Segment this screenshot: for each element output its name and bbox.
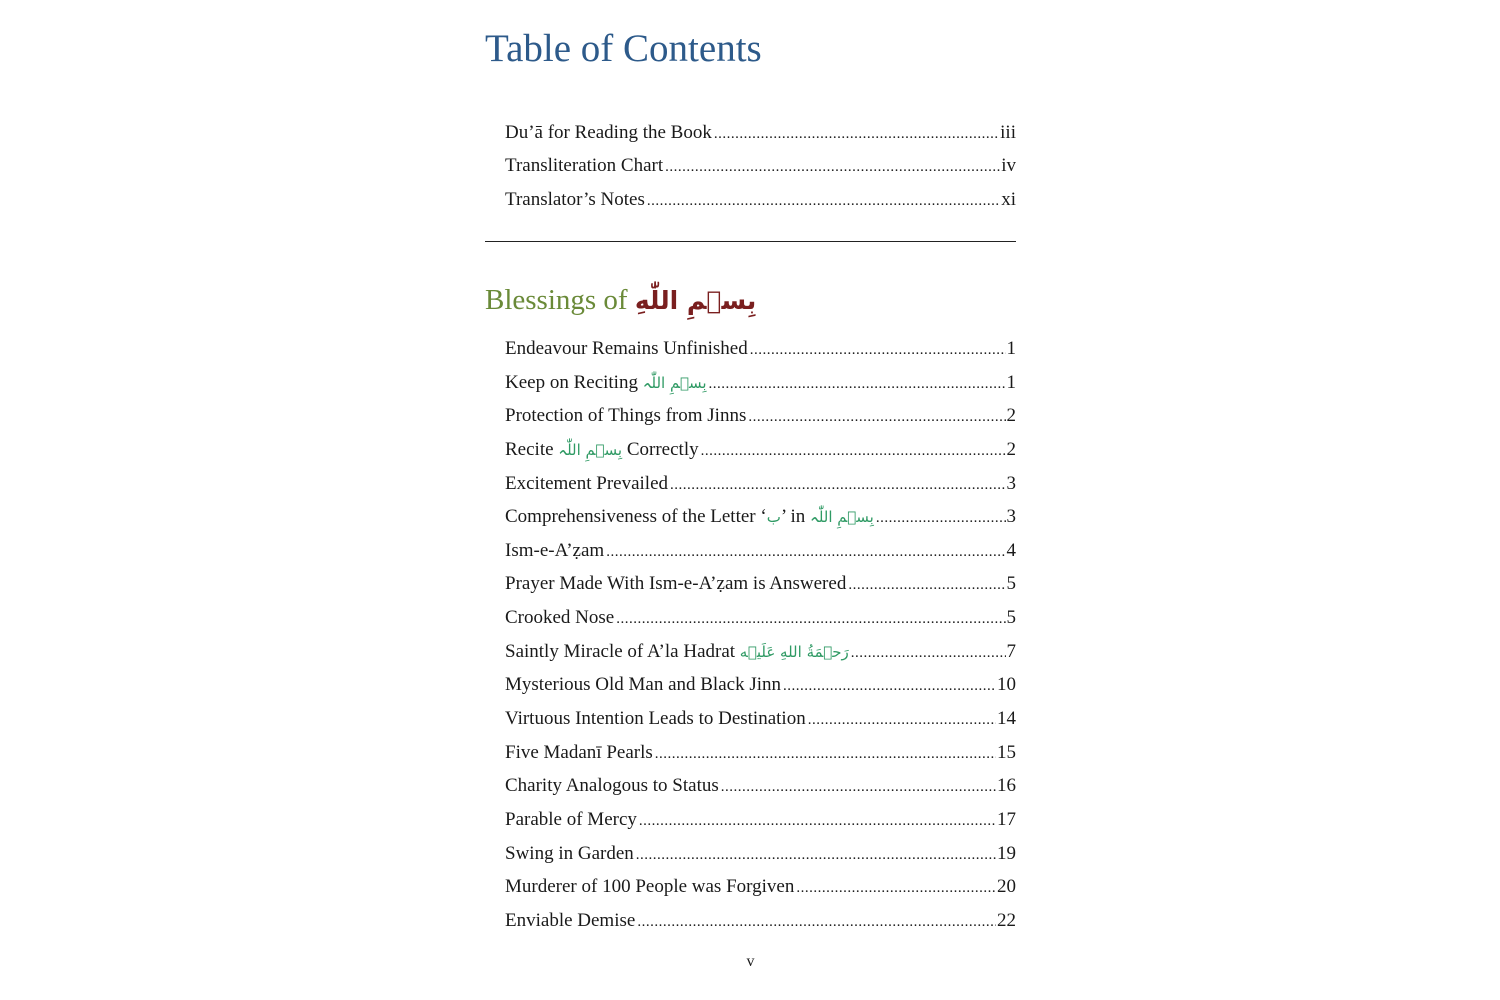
arabic-inline-text: رَحۡمَةُ اللهِ عَلَيۡه [739, 642, 849, 661]
dot-leader [636, 839, 996, 871]
arabic-inline-text: بِسۡمِ اللّٰہ [642, 373, 707, 392]
front-matter-list [505, 116, 1016, 216]
entry-page-number: 15 [997, 741, 1016, 763]
dot-leader [639, 805, 996, 837]
entry-label: Enviable Demise [505, 909, 636, 931]
entry-label: Du’ā for Reading the Book [505, 122, 712, 143]
entry-label: Protection of Things from Jinns [505, 405, 747, 427]
entry-label: Swing in Garden [505, 842, 634, 864]
toc-entry[interactable] [505, 702, 1016, 736]
dot-leader [655, 738, 996, 770]
entry-label: Excitement Prevailed [505, 472, 669, 494]
entry-page-number: 16 [997, 775, 1016, 797]
entry-label-text: Saintly Miracle of A’la Hadrat [505, 640, 736, 662]
entry-page-number: xi [1001, 188, 1016, 210]
dot-leader [606, 536, 1005, 568]
dot-leader [670, 469, 1005, 501]
entry-label: Ism-e-A’ẓam [505, 539, 605, 561]
dot-leader [808, 704, 996, 736]
toc-entry[interactable] [505, 904, 1016, 938]
entry-label: Murderer of 100 People was Forgiven [505, 876, 795, 898]
entry-label-text: ’ in [780, 506, 806, 528]
entry-page-number: iii [1000, 122, 1016, 143]
entry-label: Crooked Nose [505, 607, 615, 629]
dot-leader [848, 569, 1005, 601]
toc-entry[interactable] [505, 116, 1016, 149]
entry-label: Mysterious Old Man and Black Jinn [505, 674, 782, 696]
arabic-inline-text: بِسۡمِ اللّٰہ [810, 508, 874, 527]
entry-label-text: Correctly [626, 438, 699, 460]
toc-entry[interactable] [505, 149, 1016, 182]
arabic-letter: ب [766, 508, 781, 527]
toc-entry[interactable] [505, 736, 1016, 770]
toc-entry[interactable] [505, 635, 1016, 669]
entry-page-number: 14 [997, 708, 1016, 730]
toc-entry[interactable] [505, 399, 1016, 433]
entry-label [505, 635, 849, 669]
dot-leader [701, 435, 1006, 467]
toc-entry[interactable] [505, 332, 1016, 366]
entry-label: Endeavour Remains Unfinished [505, 338, 748, 359]
entry-label: Parable of Mercy [505, 808, 637, 830]
chapter-title-text: Blessings of [485, 284, 628, 316]
toc-entry[interactable] [505, 467, 1016, 501]
dot-leader [783, 670, 996, 702]
entry-page-number: 4 [1006, 539, 1016, 561]
entry-page-number: 3 [1006, 506, 1016, 528]
dot-leader [709, 368, 1006, 400]
chapter-title [485, 278, 756, 323]
toc-page [485, 0, 1016, 1000]
entry-label: Five Madanī Pearls [505, 741, 653, 763]
toc-entry[interactable] [505, 500, 1016, 534]
bismillah-calligraphy: بِسۡمِ اللّٰهِ [634, 286, 757, 315]
entry-label: Prayer Made With Ism-e-A’ẓam is Answered [505, 573, 847, 595]
entry-label [505, 366, 707, 400]
entry-page-number: 22 [997, 909, 1016, 931]
entry-page-number: 5 [1006, 607, 1016, 629]
toc-entry[interactable] [505, 433, 1016, 467]
dot-leader [616, 603, 1005, 635]
toc-entry[interactable] [505, 837, 1016, 871]
dot-leader [851, 637, 1006, 669]
page-title: Table of Contents [485, 27, 762, 70]
dot-leader [637, 906, 996, 938]
entry-page-number: 2 [1006, 438, 1016, 460]
entry-label-text: Recite [505, 438, 554, 460]
page-number-footer: v [746, 953, 755, 970]
arabic-inline-text: بِسۡمِ اللّٰہ [558, 440, 623, 459]
entry-label: Transliteration Chart [505, 155, 664, 177]
entry-page-number: 17 [997, 808, 1016, 830]
dot-leader [714, 118, 999, 149]
toc-entry[interactable] [505, 870, 1016, 904]
dot-leader [876, 502, 1006, 534]
entry-label [505, 433, 699, 467]
entry-label [505, 500, 874, 534]
section-divider [485, 241, 1016, 242]
entry-page-number: 1 [1006, 371, 1016, 393]
entry-page-number: 20 [997, 876, 1016, 898]
entry-label: Charity Analogous to Status [505, 775, 719, 797]
toc-entry[interactable] [505, 366, 1016, 400]
entry-label: Virtuous Intention Leads to Destination [505, 708, 806, 730]
toc-entry[interactable] [505, 183, 1016, 216]
entry-label: Translator’s Notes [505, 188, 645, 210]
entry-page-number: 5 [1006, 573, 1016, 595]
toc-entry[interactable] [505, 803, 1016, 837]
entry-page-number: 7 [1006, 640, 1016, 662]
entry-label-text: Keep on Reciting [505, 371, 638, 393]
entry-page-number: 2 [1006, 405, 1016, 427]
dot-leader [750, 334, 1006, 366]
entry-page-number: 3 [1006, 472, 1016, 494]
toc-entry[interactable] [505, 769, 1016, 803]
toc-entry[interactable] [505, 534, 1016, 568]
dot-leader [721, 771, 996, 803]
entry-page-number: 19 [997, 842, 1016, 864]
dot-leader [665, 151, 1000, 182]
toc-entry[interactable] [505, 601, 1016, 635]
toc-entry[interactable] [505, 567, 1016, 601]
dot-leader [796, 872, 996, 904]
toc-entry[interactable] [505, 668, 1016, 702]
entry-page-number: 1 [1006, 338, 1016, 359]
entry-page-number: 10 [997, 674, 1016, 696]
dot-leader [748, 401, 1005, 433]
chapter-entry-list [505, 332, 1016, 938]
dot-leader [647, 185, 1000, 216]
entry-label-text: Comprehensiveness of the Letter ‘ [505, 506, 767, 528]
entry-page-number: iv [1001, 155, 1016, 177]
